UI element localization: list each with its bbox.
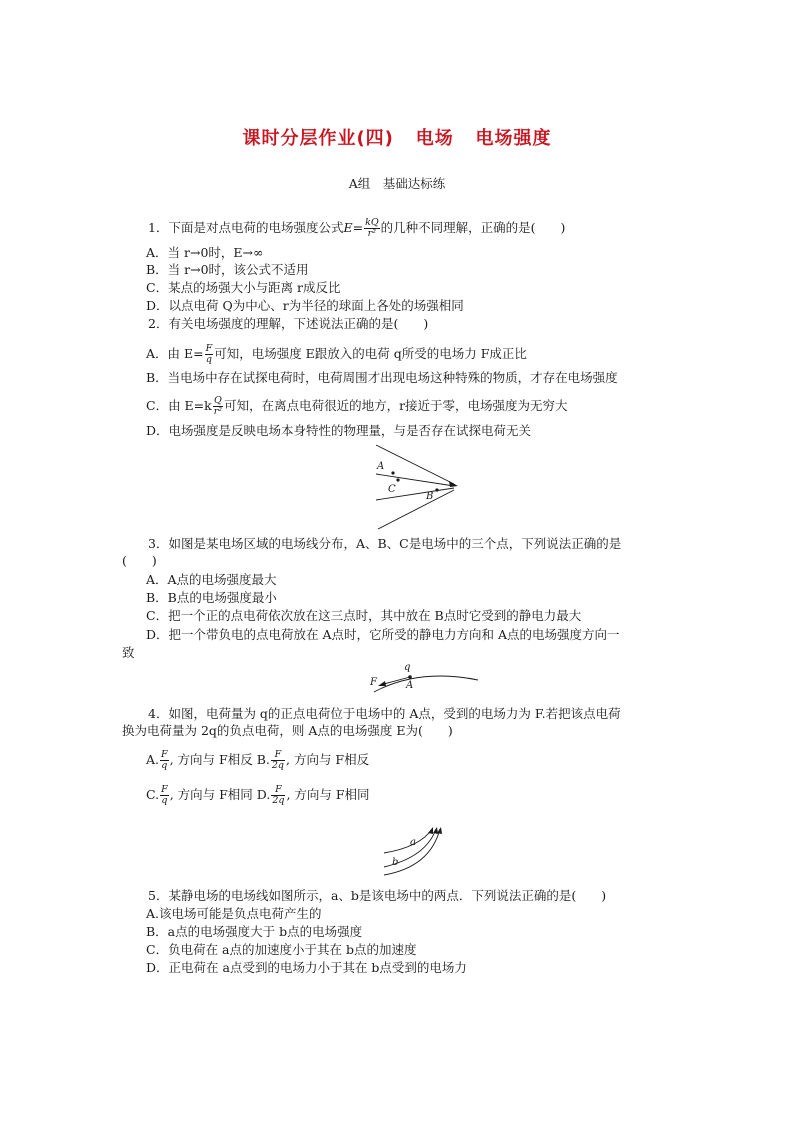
q2-a-fraction: $\frac{F}{q}$	[205, 343, 213, 365]
q4-options-ab	[146, 750, 369, 771]
q1-option-c: C．某点的场强大小与距离 r成反比	[146, 280, 341, 295]
q4-option-c: C. $\frac{F}{q}$ , 方向与 F相同	[146, 784, 253, 806]
q3-point-c	[396, 478, 399, 481]
q3-label-a: A	[377, 461, 385, 472]
q5-option-a: A.该电场可能是负点电荷产生的	[146, 906, 322, 921]
q1-stem: 1．下面是对点电荷的电场强度公式E= $\frac{kQ}{\text{r²}}$ 的几种不同理解，正确的是( )	[148, 217, 566, 239]
q3-option-c: C．把一个正的点电荷依次放在这三点时，其中放在 B点时它受到的静电力最大	[146, 608, 582, 623]
q2-option-d: D．电场强度是反映电场本身特性的物理量，与是否存在试探电荷无关	[146, 423, 532, 438]
title-sub1: 电场	[415, 128, 454, 149]
q1-option-a: A．当 r→0时，E→∞	[146, 245, 264, 260]
q3-point-b	[435, 488, 438, 491]
q3-field-lines-figure	[370, 442, 470, 534]
q3-option-d-cont: 致	[122, 645, 135, 660]
q5-field-line	[384, 829, 440, 875]
q3-field-line	[378, 490, 454, 529]
q4-force-arrow-head	[378, 681, 386, 686]
q5-option-d: D．正电荷在 a点受到的电场力小于其在 b点受到的电场力	[146, 960, 467, 975]
q4-option-d: D. $\frac{F}{2q}$ , 方向与 F相同	[256, 784, 370, 806]
page-title	[0, 124, 794, 150]
q2-option-b: B．当电场中存在试探电荷时，电荷周围才出现电场这种特殊的物质，才存在电场强度	[146, 370, 618, 385]
q5-option-c: C．负电荷在 a点的加速度小于其在 b点的加速度	[146, 942, 417, 957]
q4-point-a	[408, 675, 412, 679]
q4-label-q: q	[404, 662, 411, 673]
q5-label-a: a	[410, 837, 416, 848]
q5-field-lines-figure	[380, 825, 446, 877]
q2-c-fraction: $\frac{Q}{\text{r²}}$	[213, 395, 223, 417]
q1-formula-fraction: $\frac{kQ}{\text{r²}}$	[365, 217, 379, 239]
q3-option-b: B．B点的电场强度最小	[146, 590, 277, 605]
q3-field-line	[376, 445, 454, 484]
q2-stem: 2．有关电场强度的理解，下述说法正确的是( )	[148, 316, 429, 331]
q4-stem-line1: 4．如图，电荷量为 q的正点电荷位于电场中的 A点，受到的电场力为 F.若把该点电荷	[148, 706, 621, 721]
q2-option-c: C．由 E=k $\frac{Q}{\text{r²}}$ 可知，在离点电荷很近的地方，r接近于零，电场强度为无穷大	[146, 395, 568, 417]
q3-option-a: A．A点的电场强度最大	[146, 572, 277, 587]
q5-option-b: B．a点的电场强度大于 b点的电场强度	[146, 924, 363, 939]
q5-stem: 5．某静电场的电场线如图所示，a、b是该电场中的两点．下列说法正确的是( )	[148, 888, 607, 903]
q5-arrow-head	[428, 827, 433, 834]
q3-point-a	[391, 471, 394, 474]
q2-option-a: A．由 E= $\frac{F}{q}$ 可知，电场强度 E跟放入的电荷 q所受的电场力 F成正比	[146, 343, 527, 365]
q3-stem-line2: ( )	[122, 553, 157, 568]
q4-field-figure	[364, 660, 480, 694]
q3-arrow-head	[449, 481, 458, 487]
q4-label-a: A	[406, 680, 414, 691]
title-sub2: 电场强度	[475, 128, 552, 149]
q3-label-b: B	[426, 491, 434, 502]
section-heading: A组 基础达标练	[348, 176, 446, 191]
q5-field-line	[384, 829, 432, 853]
q3-label-c: C	[388, 484, 396, 495]
q5-arrow-head	[437, 827, 442, 834]
q4-options-cd	[146, 785, 370, 806]
q4-field-line	[374, 676, 478, 692]
q1-option-d: D．以点电荷 Q为中心、r为半径的球面上各处的场强相同	[146, 298, 464, 313]
q3-stem-line1: 3．如图是某电场区域的电场线分布，A、B、C是电场中的三个点，下列说法正确的是	[148, 536, 622, 551]
q1-option-b: B．当 r→0时，该公式不适用	[146, 262, 309, 277]
q4-option-b: B. $\frac{F}{2q}$ , 方向与 F相反	[256, 749, 370, 771]
q5-label-b: b	[392, 857, 399, 868]
q4-label-f: F	[370, 677, 377, 688]
q4-option-a: A. $\frac{F}{q}$ , 方向与 F相反	[146, 749, 253, 771]
q3-option-d: D．把一个带负电的点电荷放在 A点时，它所受的静电力方向和 A点的电场强度方向一	[146, 627, 620, 642]
title-main: 课时分层作业(四)	[242, 128, 394, 149]
q4-stem-line2: 换为电荷量为 2q的负点电荷，则 A点的电场强度 E为( )	[122, 723, 453, 738]
